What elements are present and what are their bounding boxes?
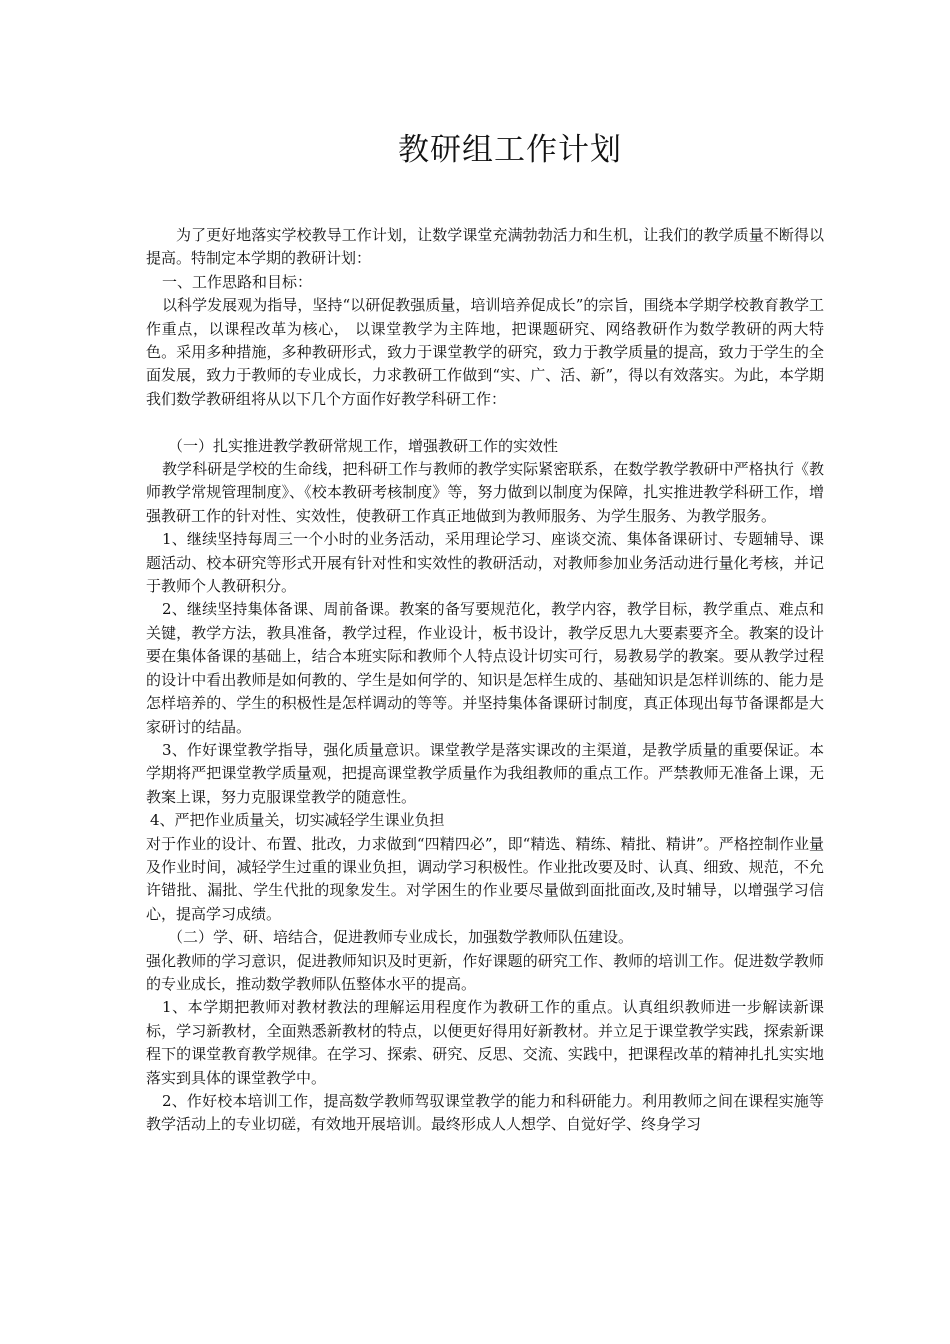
- paragraph: 3、作好课堂教学指导，强化质量意识。课堂教学是落实课改的主渠道，是教学质量的重要保证。本学期将严把课堂教学质量观，把提高课堂教学质量作为我组教师的重点工作。严禁教师无准备上课，无教案上课，努力克服课堂教学的随意性。: [146, 740, 824, 806]
- page-title: 教研组工作计划: [398, 132, 622, 168]
- paragraph: 教学科研是学校的生命线，把科研工作与教师的教学实际紧密联系，在数学教学教研中严格执行《教师教学常规管理制度》、《校本教研考核制度》等，努力做到以制度为保障，扎实推进教学科研工作，增强教研工作的针对性、实效性，使教研工作真正地做到为教师服务、为学生服务、为教学服务。: [146, 460, 824, 525]
- document-body: [146, 224, 824, 1137]
- paragraph: 一、工作思路和目标：: [162, 272, 313, 291]
- paragraph: 对于作业的设计、布置、批改，力求做到“四精四必”，即“精选、精练、精批、精讲”。严格控制作业量及作业时间，减轻学生过重的课业负担，调动学习积极性。作业批改要及时、认真、细致、规范，不允许错批、漏批、学生代批的现象发生。对学困生的作业要尽量做到面批面改,及时辅导，以增强学习信心，提高学习成绩。: [146, 834, 824, 923]
- paragraph-gap: [146, 411, 824, 434]
- paragraph: 2、继续坚持集体备课、周前备课。教案的备写要规范化，教学内容，教学目标，教学重点、难点和关键，教学方法，教具准备，教学过程，作业设计，板书设计，教学反思九大要素要齐全。教案的设计要在集体备课的基础上，结合本班实际和教师个人特点设计切实可行，易教易学的教案。要从教学过程的设计中看出教师是如何教的、学生是如何学的、知识是怎样生成的、基础知识是怎样训练的、能力是怎样培养的、学生的积极性是怎样调动的等等。并坚持集体备课研讨制度，真正体现出每节备课都是大家研讨的结晶。: [146, 600, 824, 736]
- paragraph: （二）学、研、培结合，促进教师专业成长，加强数学教师队伍建设。: [168, 928, 634, 947]
- paragraph: 强化教师的学习意识，促进教师知识及时更新，作好课题的研究工作、教师的培训工作。促进数学教师的专业成长，推动数学教师队伍整体水平的提高。: [146, 951, 824, 993]
- paragraph: 4、严把作业质量关，切实减轻学生课业负担: [150, 811, 445, 830]
- paragraph: 2、作好校本培训工作，提高数学教师驾驭课堂教学的能力和科研能力。利用教师之间在课程实施等教学活动上的专业切磋，有效地开展培训。最终形成人人想学、自觉好学、终身学习: [146, 1092, 824, 1134]
- paragraph: 1、本学期把教师对教材教法的理解运用程度作为教研工作的重点。认真组织教师进一步解读新课标，学习新教材，全面熟悉新教材的特点，以便更好得用好新教材。并立足于课堂教学实践，探索新课程下的课堂教育教学规律。在学习、探索、研究、反思、交流、实践中，把课程改革的精神扎扎实实地落实到具体的课堂教学中。: [146, 998, 824, 1087]
- paragraph: 为了更好地落实学校教导工作计划，让数学课堂充满勃勃活力和生机，让我们的教学质量不断得以提高。特制定本学期的教研计划：: [146, 226, 824, 268]
- paragraph: 1、继续坚持每周三一个小时的业务活动，采用理论学习、座谈交流、集体备课研讨、专题辅导、课题活动、校本研究等形式开展有针对性和实效性的教研活动，对教师参加业务活动进行量化考核，并记于教师个人教研积分。: [146, 530, 824, 596]
- paragraph: 以科学发展观为指导，坚持“以研促教强质量，培训培养促成长”的宗旨，围绕本学期学校教育教学工作重点，以课程改革为核心， 以课堂教学为主阵地，把课题研究、网络教研作为数学教研的两大特色。采用多种措施，多种教研形式，致力于课堂教学的研究，致力于教学质量的提高，致力于学生的全面发展，致力于教师的专业成长，力求教研工作做到“实、广、活、新”，得以有效落实。为此，本学期我们数学教研组将从以下几个方面作好教学科研工作：: [146, 296, 824, 408]
- paragraph: （一）扎实推进教学教研常规工作，增强教研工作的实效性: [168, 436, 559, 455]
